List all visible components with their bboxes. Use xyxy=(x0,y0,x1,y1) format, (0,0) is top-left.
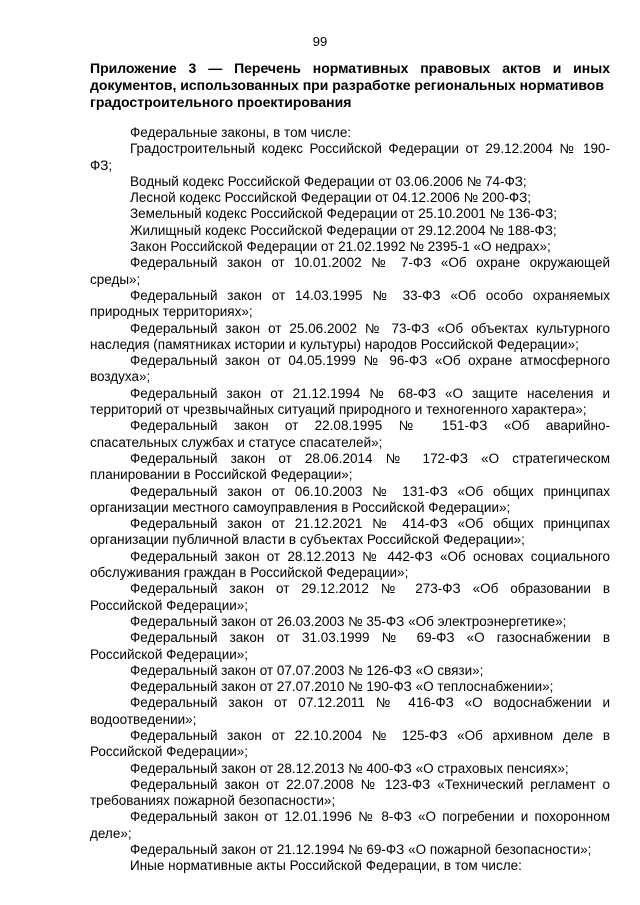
page-number: 99 xyxy=(312,34,328,49)
text-line: Федеральный закон от 28.12.2013 № 400-ФЗ «О страховых пенсиях»; xyxy=(130,760,569,776)
text-line: Федеральный закон от 28.12.2013 № 442-ФЗ «Об основах социального xyxy=(130,548,610,564)
text-line: планировании в Российской Федерации»; xyxy=(90,467,353,483)
heading-line: градостроительного проектирования xyxy=(90,94,352,110)
text-line: Федеральный закон от 21.12.1994 № 68-ФЗ «О защите населения и xyxy=(130,385,610,401)
text-line: Федеральный закон от 06.10.2003 № 131-ФЗ «Об общих принципах xyxy=(130,483,610,499)
text-line: Российской Федерации»; xyxy=(90,646,249,662)
text-line: Федеральный закон от 21.12.2021 № 414-ФЗ «Об общих принципах xyxy=(130,516,610,532)
text-line: Федеральный закон от 22.07.2008 № 123-ФЗ «Технический регламент о xyxy=(130,776,610,792)
text-line: организации публичной власти в субъектах Российской Федерации»; xyxy=(90,532,525,548)
text-line: Федеральный закон от 27.07.2010 № 190-ФЗ «О теплоснабжении»; xyxy=(130,679,554,695)
text-line: воздуха»; xyxy=(90,369,151,385)
text-line: деле»; xyxy=(90,825,132,841)
text-line: Федеральный закон от 10.01.2002 № 7-ФЗ «Об охране окружающей xyxy=(130,255,610,271)
text-line: обслуживания граждан в Российской Федерации»; xyxy=(90,565,409,581)
appendix-heading xyxy=(90,60,610,111)
text-line: Федеральный закон от 26.03.2003 № 35-ФЗ «Об электроэнергетике»; xyxy=(130,613,567,629)
text-line: Водный кодекс Российской Федерации от 03.06.2006 № 74-ФЗ; xyxy=(130,173,527,189)
text-line: Федеральный закон от 28.06.2014 № 172-ФЗ «О стратегическом xyxy=(130,450,610,466)
text-line: Федеральный закон от 31.03.1999 № 69-ФЗ «О газоснабжении в xyxy=(130,630,610,646)
text-line: Федеральный закон от 25.06.2002 № 73-ФЗ «Об объектах культурного xyxy=(130,320,610,336)
text-line: Земельный кодекс Российской Федерации от 25.10.2001 № 136-ФЗ; xyxy=(130,206,558,222)
text-line: Жилищный кодекс Российской Федерации от 29.12.2004 № 188-ФЗ; xyxy=(130,222,557,238)
text-line: Российской Федерации»; xyxy=(90,597,249,613)
text-line: Федеральный закон от 04.05.1999 № 96-ФЗ «Об охране атмосферного xyxy=(130,353,610,369)
text-line: Градостроительный кодекс Российской Федерации от 29.12.2004 № 190- xyxy=(130,141,610,157)
text-line: Федеральный закон от 21.12.1994 № 69-ФЗ «О пожарной безопасности»; xyxy=(130,842,592,858)
document-body xyxy=(90,125,610,875)
text-line: организации местного самоуправления в Российской Федерации»; xyxy=(90,499,511,515)
text-line: территорий от чрезвычайных ситуаций природного и техногенного характера»; xyxy=(90,402,587,418)
text-line: требованиях пожарной безопасности»; xyxy=(90,793,336,809)
text-line: Федеральный закон от 12.01.1996 № 8-ФЗ «О погребении и похоронном xyxy=(130,809,610,825)
heading-line: документов, использованных при разработке региональных нормативов xyxy=(90,77,604,93)
text-line: Федеральные законы, в том числе: xyxy=(130,125,352,140)
text-line: Лесной кодекс Российской Федерации от 04.12.2006 № 200-ФЗ; xyxy=(130,190,532,206)
text-line: среды»; xyxy=(90,271,141,287)
text-line: природных территориях»; xyxy=(90,304,253,320)
text-line: Федеральный закон от 22.08.1995 № 151-ФЗ «Об аварийно- xyxy=(130,418,610,434)
text-line: Иные нормативные акты Российской Федерации, в том числе: xyxy=(130,858,522,874)
text-line: наследия (памятниках истории и культуры) народов Российской Федерации»; xyxy=(90,336,579,352)
text-line: Российской Федерации»; xyxy=(90,744,249,760)
text-line: Федеральный закон от 14.03.1995 № 33-ФЗ «Об особо охраняемых xyxy=(130,287,610,303)
text-line: Федеральный закон от 07.07.2003 № 126-ФЗ «О связи»; xyxy=(130,662,484,678)
text-line: Федеральный закон от 07.12.2011 № 416-ФЗ «О водоснабжении и xyxy=(130,695,610,711)
heading-line: Приложение 3 — Перечень нормативных правовых актов и иных xyxy=(90,60,610,76)
text-line: ФЗ; xyxy=(90,157,113,173)
text-line: Федеральный закон от 22.10.2004 № 125-ФЗ «Об архивном деле в xyxy=(130,727,610,743)
text-line: Федеральный закон от 29.12.2012 № 273-ФЗ «Об образовании в xyxy=(130,581,610,597)
text-line: водоотведении»; xyxy=(90,711,197,727)
text-line: Закон Российской Федерации от 21.02.1992 № 2395-1 «О недрах»; xyxy=(130,239,551,255)
text-line: спасательных службах и статусе спасателей»; xyxy=(90,434,383,450)
